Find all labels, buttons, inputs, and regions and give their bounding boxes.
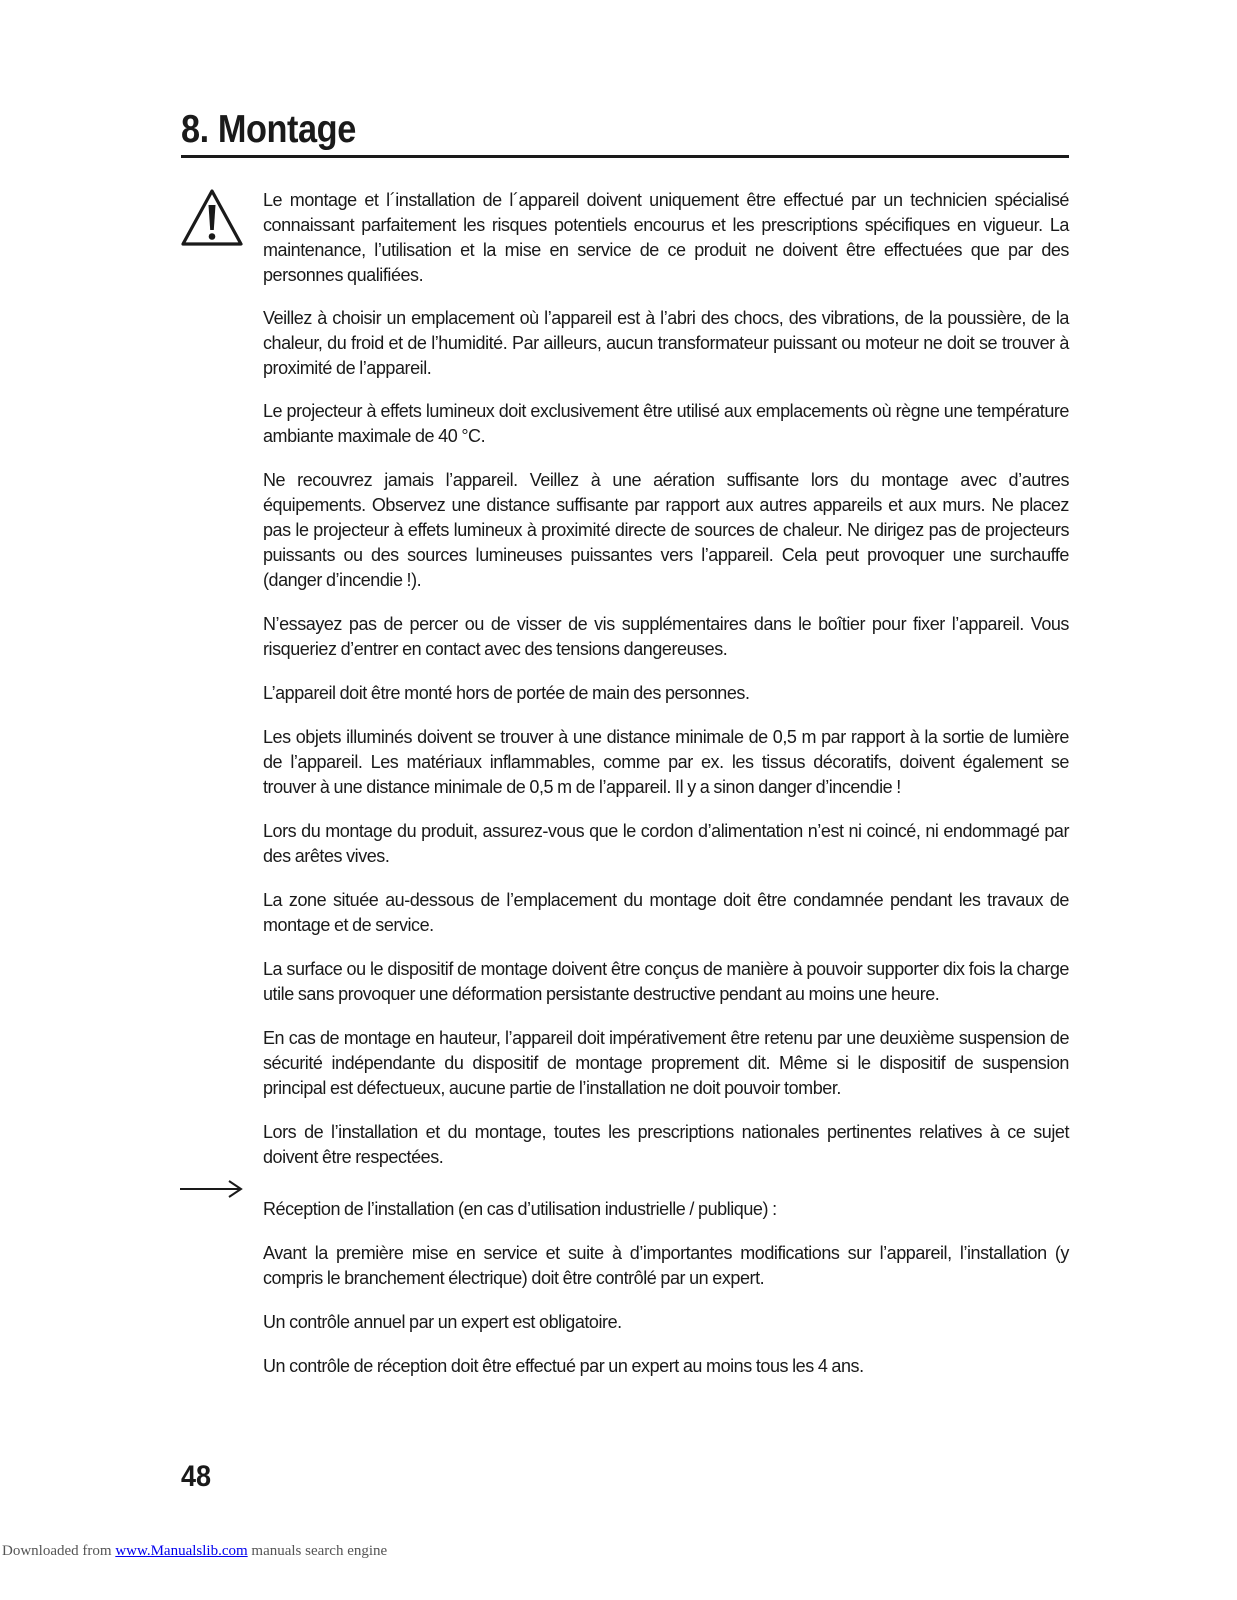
arrow-right-icon xyxy=(180,1179,244,1199)
warning-triangle-icon xyxy=(179,187,245,249)
paragraph-acceptance-check: Un contrôle de réception doit être effectué par un expert au moins tous les 4 ans. xyxy=(263,1356,864,1376)
footer-prefix: Downloaded from xyxy=(2,1543,116,1559)
paragraph-annual-check: Un contrôle annuel par un expert est obligatoire. xyxy=(263,1312,622,1332)
manualslib-link[interactable]: www.Manualslib.com xyxy=(115,1543,248,1559)
paragraph-safety-suspension: En cas de montage en hauteur, l’appareil doit impérativement être retenu par une deuxième suspension de sécurité indépendante du dispositif de montage proprement dit. Même si le dispositif de suspension principal est défectueux, aucune partie de l’installation ne doit pouvoir tomber. xyxy=(263,1028,1069,1098)
title-underline xyxy=(181,155,1069,158)
section-title: 8. Montage xyxy=(181,108,356,151)
paragraph-load-capacity: La surface ou le dispositif de montage doivent être conçus de manière à pouvoir supporter dix fois la charge utile sans provoquer une déformation persistante destructive pendant au moins une heure. xyxy=(263,959,1069,1004)
paragraph-no-drilling: N’essayez pas de percer ou de visser de vis supplémentaires dans le boîtier pour fixer l’appareil. Vous risqueriez d’entrer en contact avec des tensions dangereuses. xyxy=(263,614,1069,659)
footer-suffix: manuals search engine xyxy=(247,1543,388,1559)
paragraph-location: Veillez à choisir un emplacement où l’appareil est à l’abri des chocs, des vibrations, de la poussière, de la chaleur, du froid et de l’humidité. Par ailleurs, aucun transformateur puissant ou moteur ne doit se trouver à proximité de l’appareil. xyxy=(263,308,1069,378)
paragraph-distance: Les objets illuminés doivent se trouver à une distance minimale de 0,5 m par rapport à la sortie de lumière de l’appareil. Les matériaux inflammables, comme par ex. les tissus décoratifs, doivent également se trouver à une distance minimale de 0,5 m de l’appareil. Il y a sinon danger d’incendie ! xyxy=(263,727,1069,797)
section-body xyxy=(263,188,1069,1379)
paragraph-first-operation: Avant la première mise en service et suite à d’importantes modifications sur l’appareil, l’installation (y compris le branchement électrique) doit être contrôlé par un expert. xyxy=(263,1243,1069,1288)
paragraph-temperature: Le projecteur à effets lumineux doit exclusivement être utilisé aux emplacements où règne une température ambiante maximale de 40 °C. xyxy=(263,401,1069,446)
paragraph-acceptance-heading: Réception de l’installation (en cas d’utilisation industrielle / publique) : xyxy=(263,1199,777,1219)
page-number: 48 xyxy=(181,1460,212,1493)
paragraph-power-cord: Lors du montage du produit, assurez-vous que le cordon d’alimentation n’est ni coincé, ni endommagé par des arêtes vives. xyxy=(263,821,1069,866)
download-footer xyxy=(2,1542,387,1560)
paragraph-qualified-personnel: Le montage et l´installation de l´appareil doivent uniquement être effectué par un technicien spécialisé connaissant parfaitement les risques potentiels encourus et les prescriptions spécifiques en vigueur. La maintenance, l’utilisation et la mise en service de ce produit ne doivent être effectuées que par des personnes qualifiées. xyxy=(263,190,1069,285)
paragraph-out-of-reach: L’appareil doit être monté hors de portée de main des personnes. xyxy=(263,683,750,703)
paragraph-regulations: Lors de l’installation et du montage, toutes les prescriptions nationales pertinentes relatives à ce sujet doivent être respectées. xyxy=(263,1122,1069,1167)
paragraph-area-below: La zone située au-dessous de l’emplacement du montage doit être condamnée pendant les travaux de montage et de service. xyxy=(263,890,1069,935)
paragraph-ventilation: Ne recouvrez jamais l’appareil. Veillez à une aération suffisante lors du montage avec d’autres équipements. Observez une distance suffisante par rapport aux autres appareils et aux murs. Ne placez pas le projecteur à effets lumineux à proximité directe de sources de chaleur. Ne dirigez pas de projecteurs puissants ou des sources lumineuses puissantes vers l’appareil. Cela peut provoquer une surchauffe (danger d’incendie !). xyxy=(263,470,1069,590)
